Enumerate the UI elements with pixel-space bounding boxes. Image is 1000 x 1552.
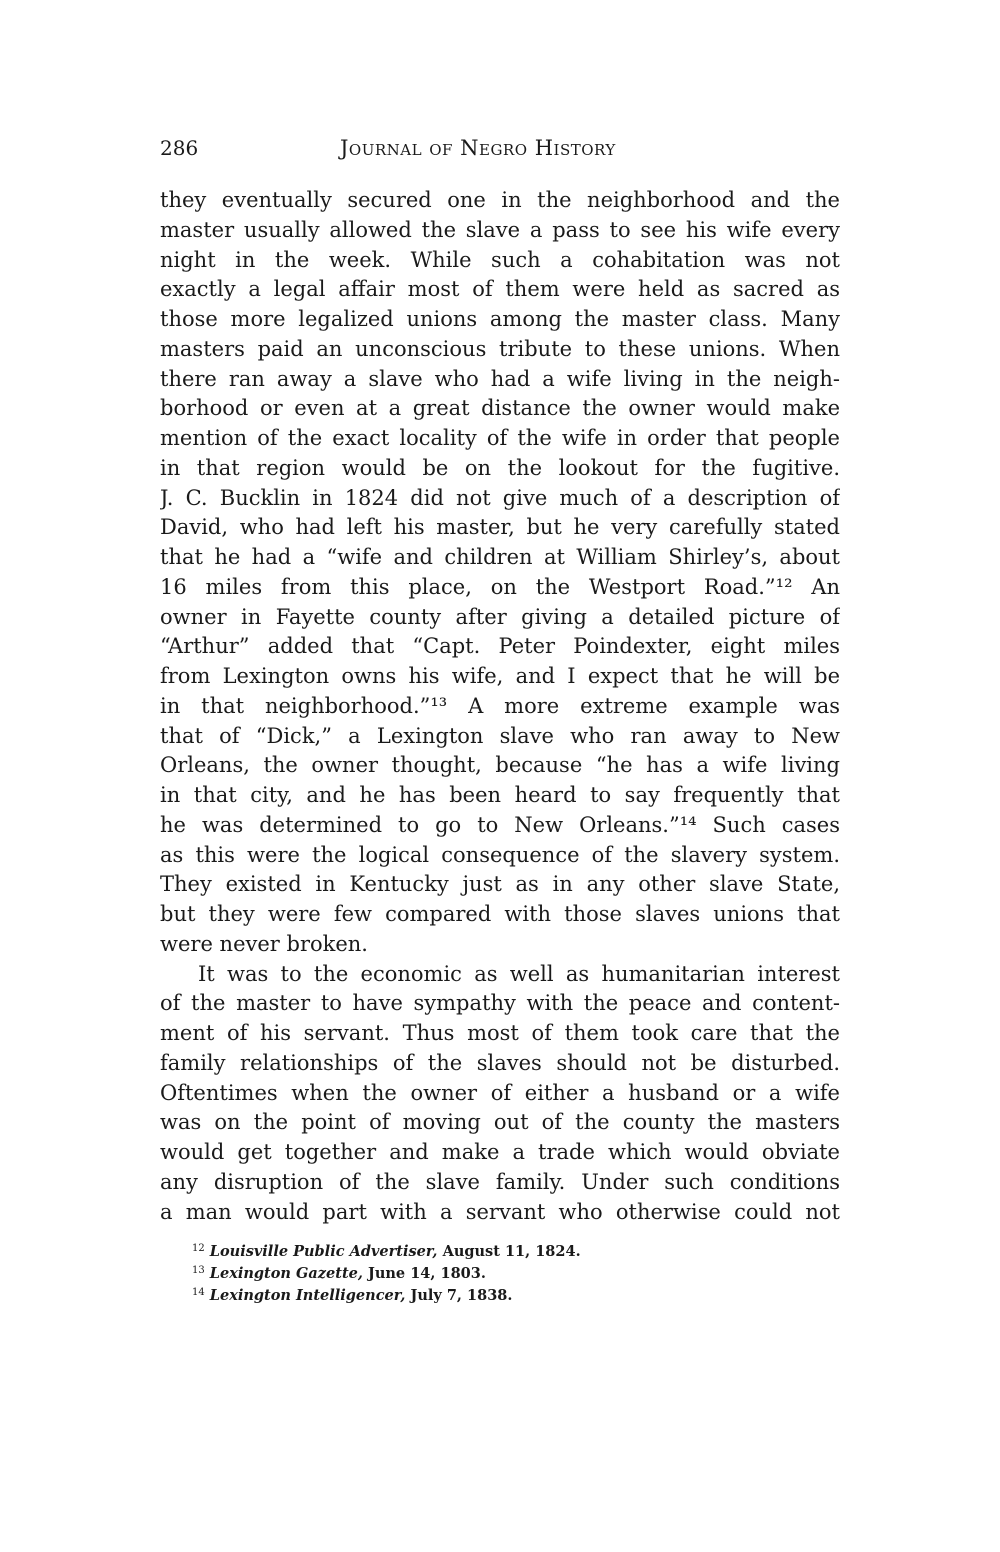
footnote-source: Lexington Intelligencer, bbox=[209, 1287, 406, 1304]
text-line: masters paid an unconscious tribute to these unions. When bbox=[160, 336, 840, 361]
text-line: “Arthur” added that “Capt. Peter Poindexter, eight miles bbox=[160, 634, 840, 659]
text-line: were never broken. bbox=[160, 931, 368, 956]
text-line: that of “Dick,” a Lexington slave who ran away to New bbox=[160, 723, 840, 748]
text-line: of the master to have sympathy with the peace and content- bbox=[160, 991, 840, 1016]
footnote-date: July 7, 1838. bbox=[410, 1287, 513, 1304]
page-number: 286 bbox=[160, 136, 199, 160]
footnote-source: Louisville Public Advertiser, bbox=[209, 1243, 438, 1260]
footnotes bbox=[192, 1238, 832, 1304]
footnote bbox=[192, 1260, 832, 1282]
text-line: that he had a “wife and children at William Shirley’s, about bbox=[160, 545, 840, 569]
text-line: he was determined to go to New Orleans.”¹⁴ Such cases bbox=[160, 812, 840, 837]
text-line: David, who had left his master, but he very carefully stated bbox=[160, 515, 840, 540]
text-line: Orleans, the owner thought, because “he has a wife living bbox=[160, 753, 840, 778]
text-line: in that region would be on the lookout for the fugitive. bbox=[160, 455, 840, 480]
footnote bbox=[192, 1238, 832, 1260]
text-line: family relationships of the slaves should not be disturbed. bbox=[160, 1050, 840, 1075]
footnote-number: 14 bbox=[192, 1287, 205, 1298]
text-line: there ran away a slave who had a wife living in the neigh- bbox=[160, 366, 840, 391]
text-line: night in the week. While such a cohabitation was not bbox=[160, 247, 840, 272]
text-line: ment of his servant. Thus most of them took care that the bbox=[160, 1021, 840, 1045]
footnote-date: August 11, 1824. bbox=[442, 1243, 581, 1260]
text-line: a man would part with a servant who otherwise could not bbox=[160, 1199, 840, 1224]
text-line: in that city, and he has been heard to say frequently that bbox=[160, 783, 840, 807]
text-line: any disruption of the slave family. Under such conditions bbox=[160, 1169, 840, 1194]
text-line: was on the point of moving out of the county the masters bbox=[160, 1110, 840, 1135]
text-line: they eventually secured one in the neighborhood and the bbox=[160, 188, 840, 212]
page-header bbox=[160, 136, 840, 166]
text-line: They existed in Kentucky just as in any other slave State, bbox=[160, 872, 840, 897]
text-line: master usually allowed the slave a pass to see his wife every bbox=[160, 217, 840, 242]
footnote-date: June 14, 1803. bbox=[367, 1265, 486, 1282]
text-line: those more legalized unions among the master class. Many bbox=[160, 307, 840, 331]
text-line: as this were the logical consequence of the slavery system. bbox=[160, 842, 840, 867]
footnote-number: 12 bbox=[192, 1243, 205, 1254]
text-line: 16 miles from this place, on the Westport Road.”¹² An bbox=[160, 574, 840, 599]
text-line: exactly a legal affair most of them were held as sacred as bbox=[160, 277, 840, 302]
text-line: J. C. Bucklin in 1824 did not give much of a description of bbox=[160, 485, 840, 510]
text-line: from Lexington owns his wife, and I expect that he will be bbox=[160, 664, 840, 688]
text-line: in that neighborhood.”¹³ A more extreme example was bbox=[160, 693, 840, 718]
footnote-source: Lexington Gazette, bbox=[209, 1265, 363, 1282]
body-text bbox=[160, 186, 840, 1227]
footnote-number: 13 bbox=[192, 1265, 205, 1276]
text-line: but they were few compared with those slaves unions that bbox=[160, 902, 840, 926]
footnote bbox=[192, 1282, 832, 1304]
text-line: would get together and make a trade which would obviate bbox=[160, 1140, 840, 1164]
text-line: borhood or even at a great distance the owner would make bbox=[160, 396, 840, 421]
running-title: Journal of Negro History bbox=[340, 136, 616, 160]
text-line: It was to the economic as well as humanitarian interest bbox=[198, 961, 840, 986]
text-line: owner in Fayette county after giving a detailed picture of bbox=[160, 604, 840, 629]
text-line: mention of the exact locality of the wife in order that people bbox=[160, 426, 840, 450]
text-line: Oftentimes when the owner of either a husband or a wife bbox=[160, 1080, 840, 1105]
